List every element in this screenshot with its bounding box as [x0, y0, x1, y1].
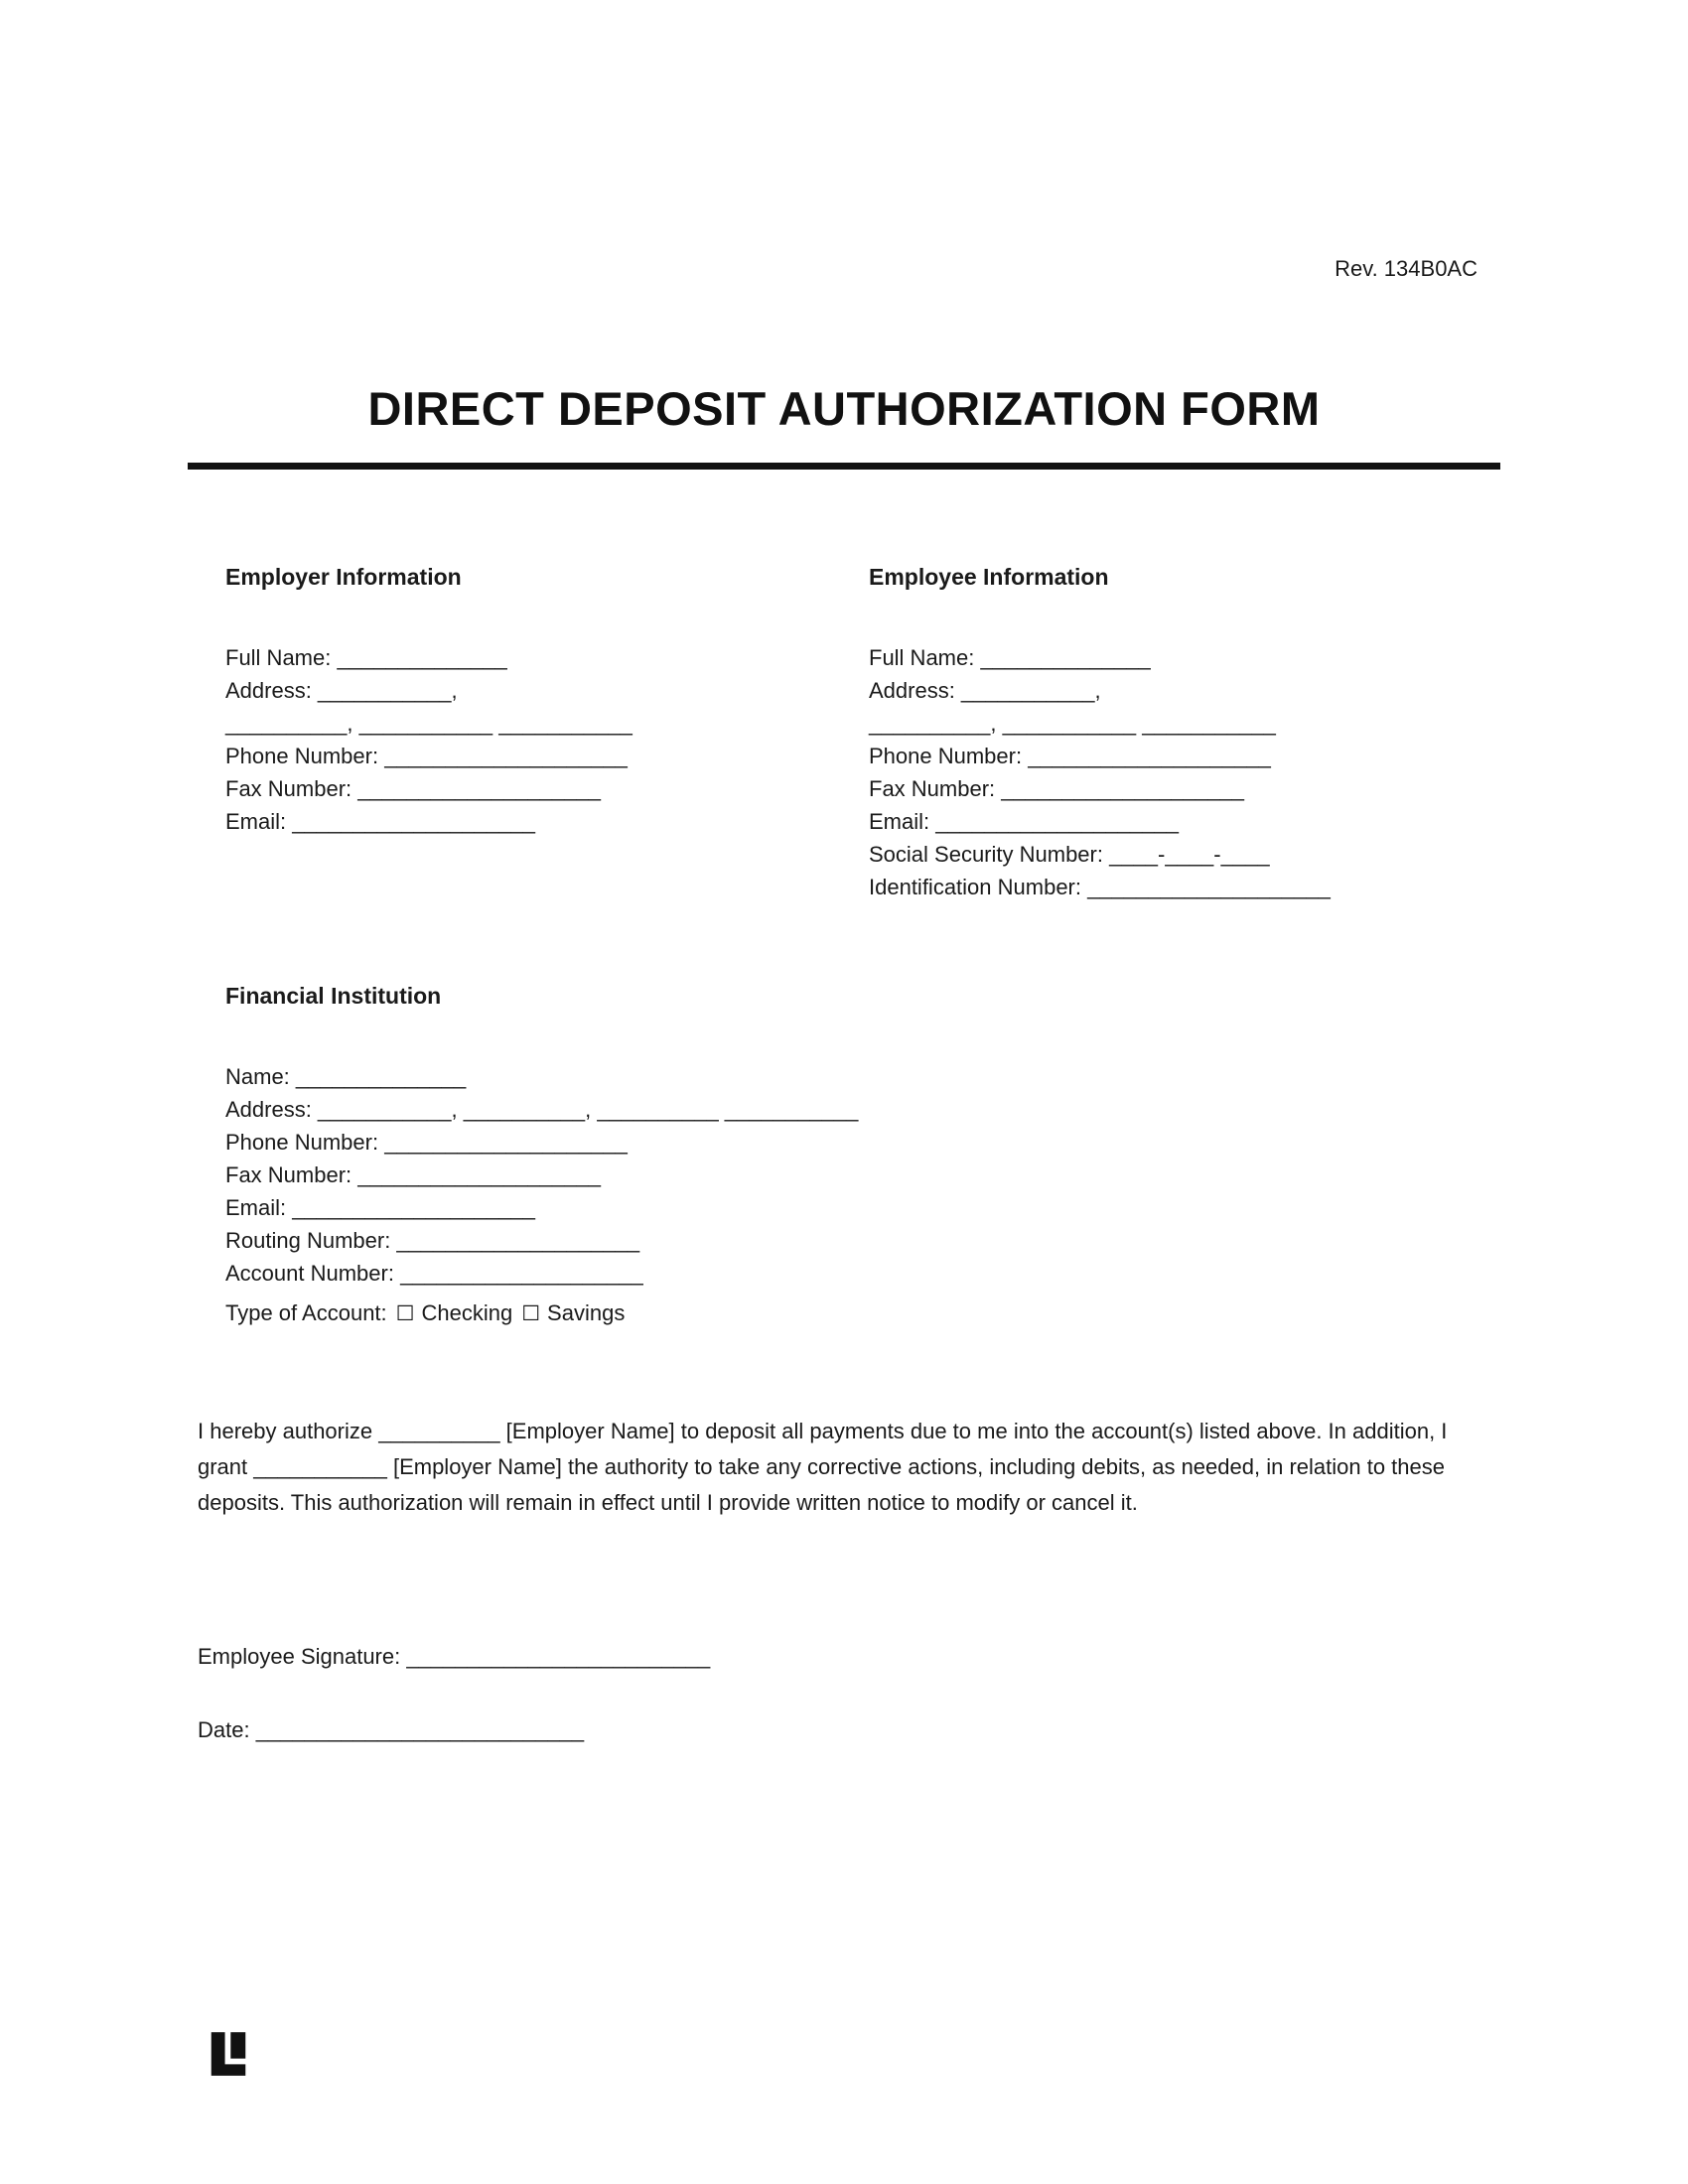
- financial-phone-line: Phone Number: ____________________: [225, 1130, 628, 1155]
- title-block: [188, 382, 1500, 470]
- employer-fax-line: Fax Number: ____________________: [225, 776, 601, 801]
- employee-id-number-line: Identification Number: ____________________: [869, 875, 1331, 899]
- financial-address-line: Address: ___________, __________, __________ ___________: [225, 1097, 859, 1122]
- employer-address-line: Address: ___________,: [225, 678, 458, 703]
- financial-routing-line: Routing Number: ____________________: [225, 1228, 640, 1253]
- employee-address-cont-line: __________, ___________ ___________: [869, 711, 1276, 736]
- savings-checkbox[interactable]: ☐: [521, 1301, 541, 1325]
- employee-heading: Employee Information: [869, 564, 1109, 590]
- employee-fax-line: Fax Number: ____________________: [869, 776, 1244, 801]
- checking-checkbox[interactable]: ☐: [395, 1301, 415, 1325]
- savings-label: Savings: [547, 1300, 626, 1325]
- employee-address-line: Address: ___________,: [869, 678, 1101, 703]
- employee-ssn-line: Social Security Number: ____-____-____: [869, 842, 1270, 867]
- employer-heading: Employer Information: [225, 564, 462, 590]
- employee-signature-line: Employee Signature: _________________________: [198, 1644, 711, 1669]
- financial-institution-section: [225, 983, 858, 1330]
- employee-email-line: Email: ____________________: [869, 809, 1179, 834]
- financial-heading: Financial Institution: [225, 983, 442, 1009]
- employer-full-name-line: Full Name: ______________: [225, 645, 507, 670]
- employee-section: [869, 564, 1499, 903]
- date-line: Date: ___________________________: [198, 1717, 585, 1742]
- financial-account-line: Account Number: ____________________: [225, 1261, 643, 1286]
- title-divider: [188, 463, 1500, 470]
- info-columns: [225, 564, 1499, 903]
- account-type-line: [225, 1297, 858, 1330]
- financial-fax-line: Fax Number: ____________________: [225, 1162, 601, 1187]
- employee-full-name-line: Full Name: ______________: [869, 645, 1151, 670]
- checking-label: Checking: [421, 1300, 513, 1325]
- account-type-label: Type of Account:: [225, 1300, 387, 1325]
- employer-phone-line: Phone Number: ____________________: [225, 744, 628, 768]
- financial-email-line: Email: ____________________: [225, 1195, 535, 1220]
- employer-section: [225, 564, 869, 903]
- revision-number: Rev. 134B0AC: [1335, 256, 1477, 281]
- document-title: DIRECT DEPOSIT AUTHORIZATION FORM: [367, 382, 1321, 435]
- legal-templates-logo: [206, 2031, 251, 2077]
- employee-phone-line: Phone Number: ____________________: [869, 744, 1271, 768]
- authorization-paragraph: I hereby authorize __________ [Employer Name] to deposit all payments due to me into the account(s) listed above. In addition, I grant ___________ [Employer Name] the authority to take any corrective actions, including debits, as needed, in relation to these deposits. This authorization will remain in effect until I provide written notice to modify or cancel it.: [198, 1419, 1448, 1515]
- employer-email-line: Email: ____________________: [225, 809, 535, 834]
- financial-name-line: Name: ______________: [225, 1064, 467, 1089]
- logo-icon: [206, 2031, 251, 2077]
- employer-address-cont-line: __________, ___________ ___________: [225, 711, 633, 736]
